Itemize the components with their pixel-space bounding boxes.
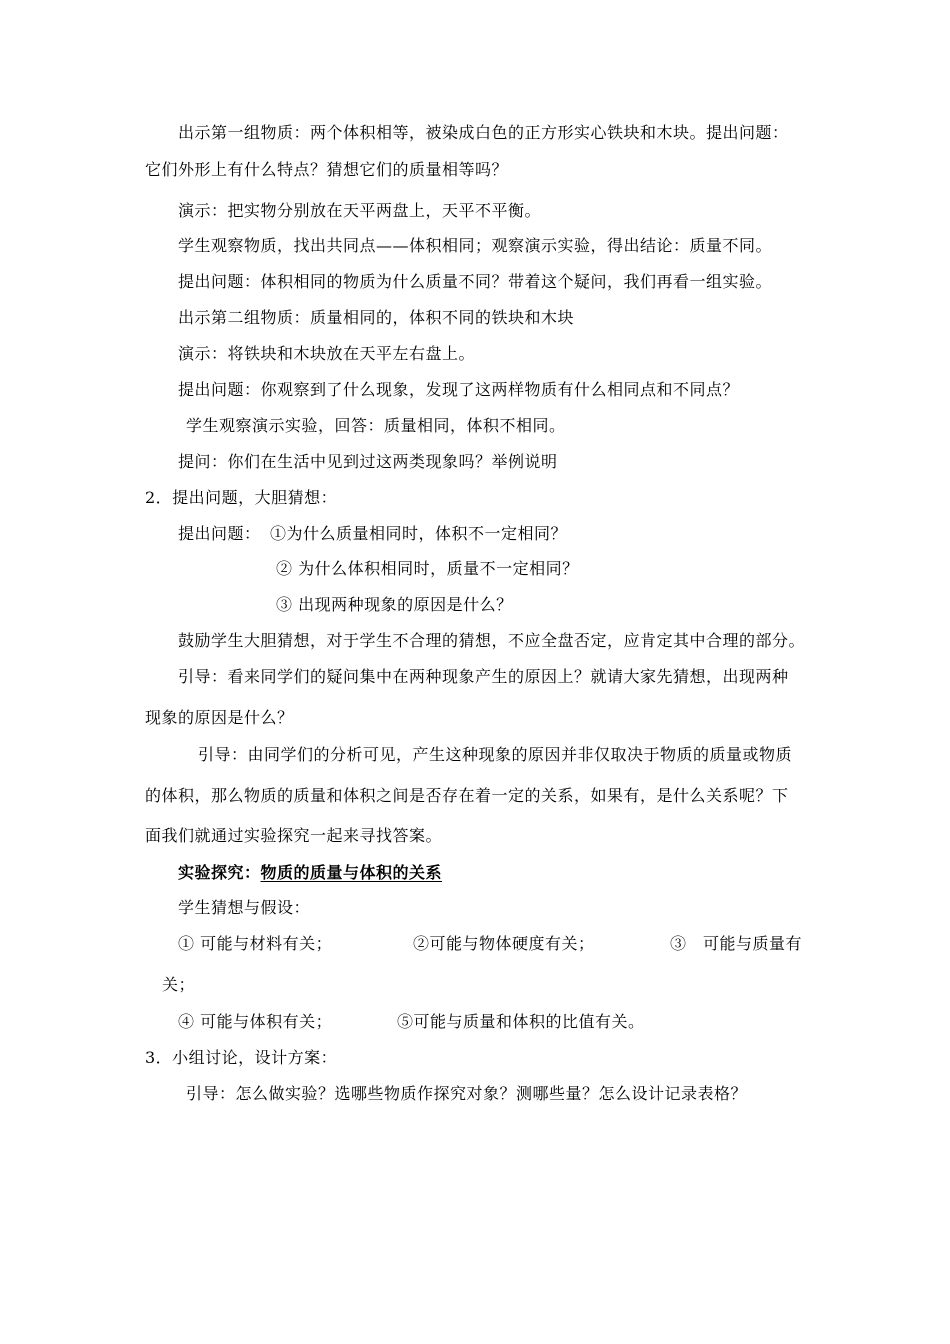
question-item: ② 为什么体积相同时，质量不一定相同？ <box>276 559 579 578</box>
paragraph-line: 现象的原因是什么？ <box>145 708 294 727</box>
experiment-label: 实验探究： <box>178 863 261 882</box>
question-label: 提出问题： <box>178 524 261 543</box>
paragraph: 提出问题：你观察到了什么现象，发现了这两样物质有什么相同点和不同点？ <box>178 380 740 399</box>
question-item: ①为什么质量相同时，体积不一定相同？ <box>270 524 568 543</box>
hypothesis-item: ②可能与物体硬度有关； <box>413 934 595 953</box>
paragraph: 引导：怎么做实验？选哪些物质作探究对象？测哪些量？怎么设计记录表格？ <box>186 1084 748 1103</box>
section-heading: 3．小组讨论，设计方案： <box>145 1048 338 1067</box>
hypothesis-item-continued: 关； <box>162 975 196 994</box>
paragraph: 学生观察物质，找出共同点——体积相同；观察演示实验，得出结论：质量不同。 <box>178 236 773 255</box>
hypothesis-heading: 学生猜想与假设： <box>178 898 311 917</box>
paragraph-line: 面我们就通过实验探究一起来寻找答案。 <box>145 826 443 845</box>
section-heading: 2．提出问题，大胆猜想： <box>145 488 338 507</box>
paragraph: 鼓励学生大胆猜想，对于学生不合理的猜想，不应全盘否定，应肯定其中合理的部分。 <box>178 631 806 650</box>
paragraph: 学生观察演示实验，回答：质量相同，体积不相同。 <box>186 416 566 435</box>
paragraph-line: 出示第一组物质：两个体积相等，被染成白色的正方形实心铁块和木块。提出问题： <box>178 123 789 142</box>
hypothesis-item: ③ 可能与质量有 <box>670 934 803 953</box>
paragraph: 提出问题：体积相同的物质为什么质量不同？带着这个疑问，我们再看一组实验。 <box>178 272 773 291</box>
paragraph: 演示：把实物分别放在天平两盘上，天平不平衡。 <box>178 201 542 220</box>
paragraph: 出示第二组物质：质量相同的，体积不同的铁块和木块 <box>178 308 575 327</box>
experiment-title: 物质的质量与体积的关系 <box>260 863 443 882</box>
paragraph: 演示：将铁块和木块放在天平左右盘上。 <box>178 344 476 363</box>
paragraph: 提问：你们在生活中见到过这两类现象吗？举例说明 <box>178 452 558 471</box>
hypothesis-item: ④ 可能与体积有关； <box>178 1012 333 1031</box>
paragraph-line: 的体积，那么物质的质量和体积之间是否存在着一定的关系，如果有，是什么关系呢？下 <box>145 786 789 805</box>
question-item: ③ 出现两种现象的原因是什么？ <box>276 595 513 614</box>
hypothesis-item: ⑤可能与质量和体积的比值有关。 <box>397 1012 645 1031</box>
paragraph-line: 引导：由同学们的分析可见，产生这种现象的原因并非仅取决于物质的质量或物质 <box>198 745 793 764</box>
paragraph-line: 它们外形上有什么特点？猜想它们的质量相等吗？ <box>145 160 509 179</box>
paragraph-line: 引导：看来同学们的疑问集中在两种现象产生的原因上？就请大家先猜想，出现两种 <box>178 667 789 686</box>
hypothesis-item: ① 可能与材料有关； <box>178 934 333 953</box>
experiment-heading <box>178 863 442 883</box>
